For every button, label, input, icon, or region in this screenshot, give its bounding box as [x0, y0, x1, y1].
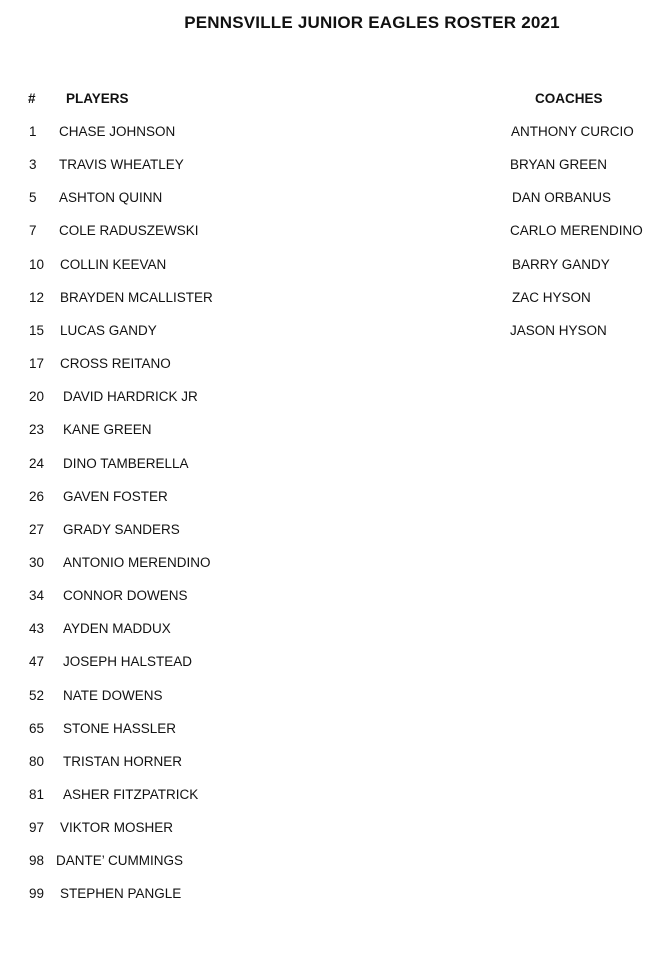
player-number: 27	[29, 521, 45, 537]
player-name: JOSEPH HALSTEAD	[63, 654, 193, 670]
player-name: NATE DOWENS	[63, 687, 163, 703]
coach-name: DAN ORBANUS	[512, 190, 612, 206]
coach-name: ZAC HYSON	[512, 289, 591, 305]
player-number: 3	[29, 157, 37, 173]
player-number: 30	[29, 554, 45, 570]
number-column-header: #	[28, 91, 36, 106]
player-name: CONNOR DOWENS	[63, 588, 188, 604]
player-name: CROSS REITANO	[60, 356, 171, 372]
player-name: DAVID HARDRICK JR	[63, 389, 198, 405]
player-number: 80	[29, 753, 45, 769]
player-name: CHASE JOHNSON	[59, 124, 176, 139]
player-name: VIKTOR MOSHER	[60, 820, 174, 836]
coach-name: BRYAN GREEN	[510, 157, 608, 173]
player-name: ASHTON QUINN	[59, 190, 163, 206]
player-number: 47	[29, 654, 45, 670]
coach-name: CARLO MERENDINO	[510, 223, 643, 239]
player-name: TRAVIS WHEATLEY	[59, 157, 184, 173]
player-name: STONE HASSLER	[63, 720, 177, 736]
player-number: 24	[29, 455, 45, 471]
player-name: ANTONIO MERENDINO	[63, 554, 211, 570]
page-title: PENNSVILLE JUNIOR EAGLES ROSTER 2021	[184, 13, 560, 32]
player-name: DANTE’ CUMMINGS	[56, 853, 183, 869]
player-number: 97	[29, 820, 45, 836]
player-number: 99	[29, 886, 45, 902]
players-column-header: PLAYERS	[66, 91, 129, 106]
player-name: GRADY SANDERS	[63, 521, 180, 537]
player-number: 23	[29, 422, 45, 438]
coach-name: BARRY GANDY	[512, 256, 610, 272]
player-number: 98	[29, 853, 45, 869]
player-number: 34	[29, 588, 45, 604]
player-name: COLE RADUSZEWSKI	[59, 223, 199, 239]
player-name: LUCAS GANDY	[60, 322, 157, 338]
player-name: AYDEN MADDUX	[63, 621, 171, 637]
player-name: ASHER FITZPATRICK	[63, 787, 199, 802]
player-number: 7	[29, 223, 37, 239]
coach-name: ANTHONY CURCIO	[511, 124, 634, 139]
player-number: 26	[29, 488, 45, 504]
player-name: GAVEN FOSTER	[63, 488, 168, 504]
player-name: KANE GREEN	[63, 422, 152, 438]
player-number: 17	[29, 356, 45, 372]
player-name: BRAYDEN MCALLISTER	[60, 289, 213, 305]
player-number: 10	[29, 256, 45, 272]
player-name: STEPHEN PANGLE	[60, 886, 182, 902]
player-number: 15	[29, 322, 45, 338]
player-name: DINO TAMBERELLA	[63, 455, 189, 471]
player-name: COLLIN KEEVAN	[60, 256, 167, 272]
player-number: 81	[29, 787, 45, 802]
player-number: 12	[29, 289, 45, 305]
coach-name: JASON HYSON	[510, 322, 607, 338]
player-name: TRISTAN HORNER	[63, 753, 183, 769]
player-number: 20	[29, 389, 45, 405]
player-number: 5	[29, 190, 37, 206]
player-number: 52	[29, 687, 45, 703]
player-number: 65	[29, 720, 45, 736]
player-number: 1	[29, 124, 37, 139]
coaches-column-header: COACHES	[535, 91, 603, 106]
player-number: 43	[29, 621, 45, 637]
